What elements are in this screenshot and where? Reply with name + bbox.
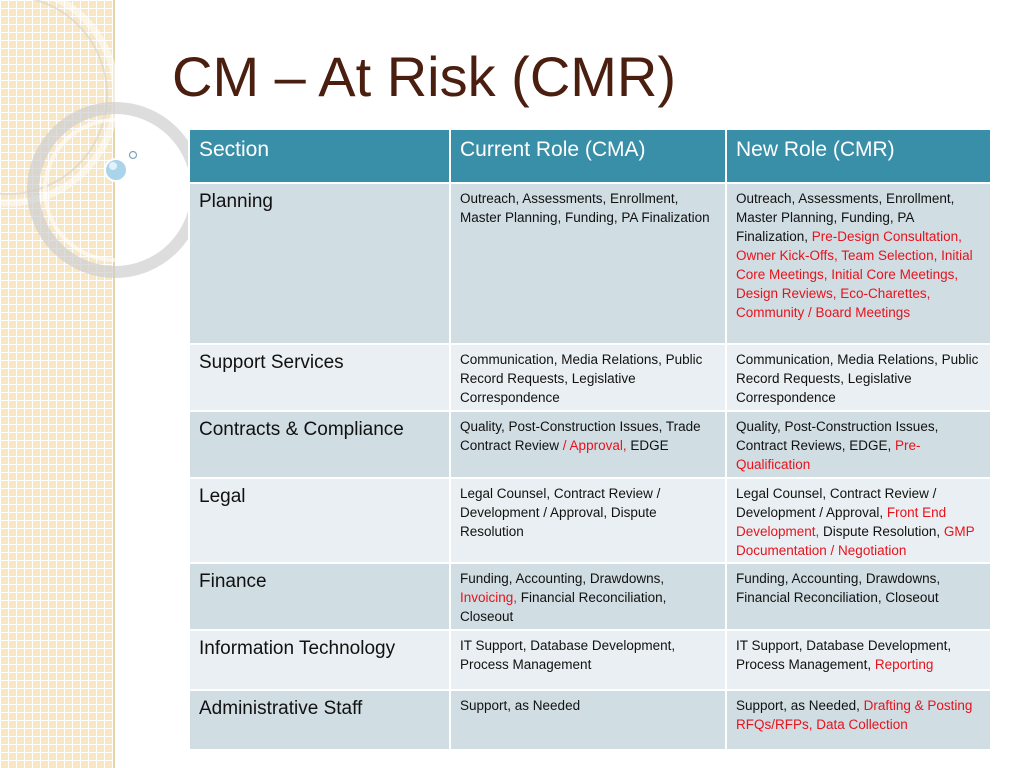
new-role-cell — [726, 690, 991, 750]
slide-title: CM – At Risk (CMR) — [172, 45, 676, 108]
cell-text: IT Support, Database Development, Process Management, — [736, 638, 952, 672]
current-role-cell — [450, 183, 726, 344]
cell-text: IT Support, Database Development, Process Management — [460, 638, 676, 672]
cell-text-highlight: / Approval, — [562, 438, 627, 453]
cell-text-highlight: Pre-Design Consultation, Owner Kick-Offs, Team Selection, Initial Core Meetings, Initial Core Meetings, Design Reviews, Eco-Charettes, Community / Board Meetings — [736, 229, 973, 320]
section-cell: Finance — [189, 563, 450, 630]
table-row — [189, 411, 991, 478]
new-role-cell — [726, 563, 991, 630]
new-role-cell — [726, 344, 991, 411]
current-role-cell — [450, 630, 726, 690]
header-current-role: Current Role (CMA) — [450, 129, 726, 183]
cell-text: Support, as Needed, — [736, 698, 864, 713]
cell-text: Funding, Accounting, Drawdowns, Financial Reconciliation, Closeout — [736, 571, 941, 605]
cell-text-highlight: Invoicing, — [460, 590, 518, 605]
cell-text-highlight: GMP Documentation / Negotiation — [736, 524, 975, 558]
new-role-cell — [726, 478, 991, 563]
new-role-cell — [726, 411, 991, 478]
cell-text: Outreach, Assessments, Enrollment, Master Planning, Funding, PA Finalization — [460, 191, 710, 225]
new-role-cell — [726, 183, 991, 344]
cell-text: Legal Counsel, Contract Review / Development / Approval, — [736, 486, 937, 520]
section-cell: Planning — [189, 183, 450, 344]
cell-text: Dispute Resolution, — [819, 524, 944, 539]
cell-text: EDGE — [626, 438, 669, 453]
cell-text: Quality, Post-Construction Issues, Trade Contract Review — [460, 419, 701, 453]
table-row — [189, 478, 991, 563]
section-cell: Support Services — [189, 344, 450, 411]
cell-text: Communication, Media Relations, Public Record Requests, Legislative Correspondence — [460, 352, 703, 405]
table-row — [189, 630, 991, 690]
cell-text: Quality, Post-Construction Issues, Contract Reviews, EDGE, — [736, 419, 939, 453]
section-cell: Administrative Staff — [189, 690, 450, 750]
cell-text-highlight: Front End Development, — [736, 505, 947, 539]
cell-text: Legal Counsel, Contract Review / Development / Approval, Dispute Resolution — [460, 486, 661, 539]
cell-text: Financial Reconciliation, Closeout — [460, 590, 667, 624]
current-role-cell — [450, 344, 726, 411]
section-cell: Legal — [189, 478, 450, 563]
section-cell: Information Technology — [189, 630, 450, 690]
table-row — [189, 183, 991, 344]
table-row — [189, 690, 991, 750]
section-cell: Contracts & Compliance — [189, 411, 450, 478]
current-role-cell — [450, 411, 726, 478]
roles-table — [188, 128, 992, 751]
current-role-cell — [450, 478, 726, 563]
new-role-cell — [726, 630, 991, 690]
table-header-row — [189, 129, 991, 183]
table-row — [189, 344, 991, 411]
header-section: Section — [189, 129, 450, 183]
cell-text: Support, as Needed — [460, 698, 581, 713]
cell-text-highlight: Reporting — [874, 657, 934, 672]
cell-text: Funding, Accounting, Drawdowns, — [460, 571, 665, 586]
cell-text-highlight: Drafting & Posting RFQs/RFPs, Data Collection — [736, 698, 973, 732]
cell-text: Outreach, Assessments, Enrollment, Master Planning, Funding, PA Finalization, — [736, 191, 955, 244]
decorative-rings — [0, 0, 160, 260]
cell-text-highlight: Pre-Qualification — [736, 438, 921, 472]
table-row — [189, 563, 991, 630]
cell-text: Communication, Media Relations, Public Record Requests, Legislative Correspondence — [736, 352, 979, 405]
current-role-cell — [450, 690, 726, 750]
current-role-cell — [450, 563, 726, 630]
header-new-role: New Role (CMR) — [726, 129, 991, 183]
